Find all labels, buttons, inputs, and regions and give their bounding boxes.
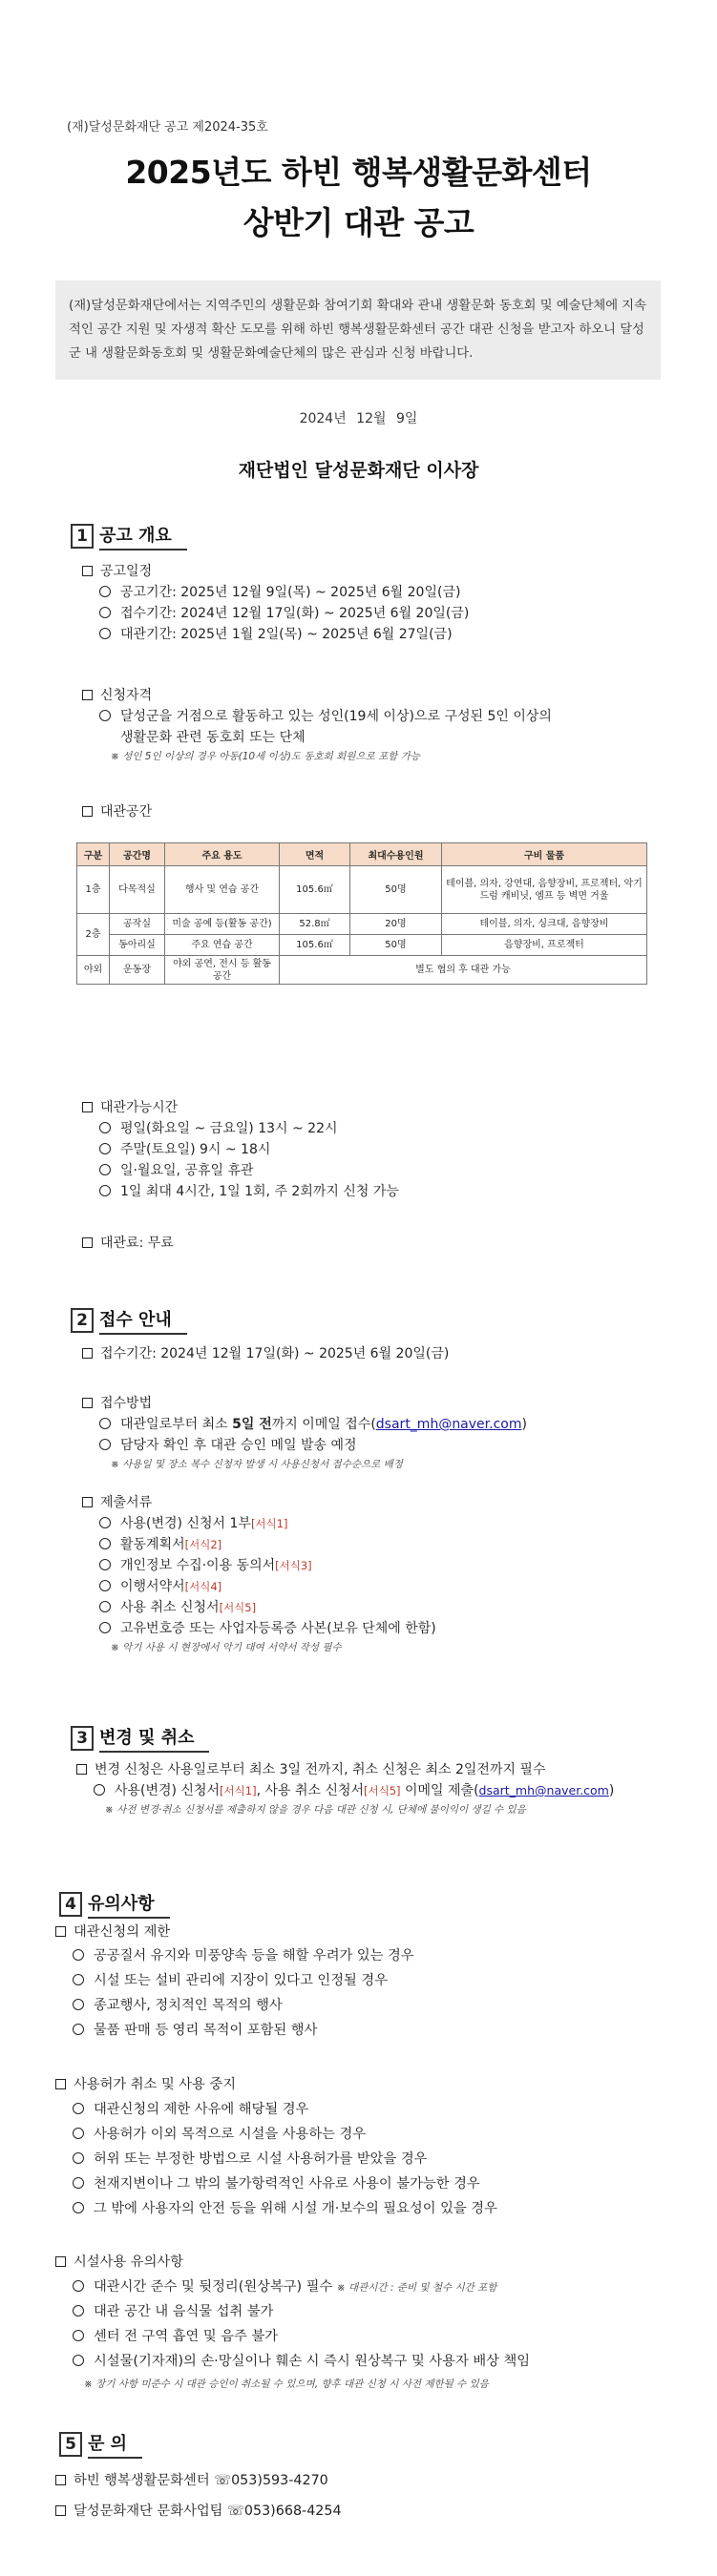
table-cell: 2층 (77, 914, 110, 956)
cancel-item: 천재지변이나 그 밖의 불가항력적인 사유로 사용이 불가능한 경우 (94, 2176, 480, 2192)
email-link[interactable]: dsart_mh@naver.com (478, 1783, 609, 1797)
section1-number: 1 (71, 524, 94, 549)
restrict-item: 시설 또는 설비 관리에 지장이 있다고 인정될 경우 (94, 1973, 389, 1988)
eligibility-block (82, 685, 552, 765)
form-ref: [서식1] (220, 1784, 257, 1797)
contact-item: 하빈 행복생활문화센터 ☏053)593-4270 (74, 2473, 328, 2488)
circle-bullet-icon (73, 2355, 84, 2366)
section1-title: 공고 개요 (99, 522, 187, 551)
available-item: 1일 최대 4시간, 1일 1회, 주 2회까지 신청 가능 (120, 1184, 399, 1199)
circle-bullet-icon (99, 607, 111, 618)
circle-bullet-icon (73, 2202, 84, 2213)
table-cell: 운동장 (110, 956, 165, 985)
table-cell: 야외 (77, 956, 110, 985)
form-ref: [서식2] (184, 1538, 222, 1551)
doc-item: 사용 취소 신청서 (120, 1600, 220, 1615)
square-bullet-icon (82, 1102, 93, 1112)
restrict-label: 대관신청의 제한 (74, 1924, 171, 1940)
use-item: 시설물(기자재)의 손·망실이나 훼손 시 즉시 원상복구 및 사용자 배상 책임 (94, 2354, 531, 2369)
circle-bullet-icon (99, 1439, 111, 1450)
circle-bullet-icon (99, 1517, 111, 1528)
venue-table (76, 842, 647, 985)
use-item: 센터 전 구역 흡연 및 음주 불가 (94, 2329, 278, 2344)
circle-bullet-icon (73, 2305, 84, 2316)
table-row (77, 935, 647, 956)
period-block (82, 1343, 449, 1364)
circle-bullet-icon (73, 2152, 84, 2164)
section4-heading (59, 1891, 346, 1918)
table-cell: 별도 협의 후 대관 가능 (280, 956, 647, 985)
table-cell: 행사 및 연습 공간 (165, 866, 280, 914)
eligibility-text-cont: 생활문화 관련 동호회 또는 단체 (120, 730, 306, 745)
square-bullet-icon (82, 806, 93, 817)
square-bullet-icon (82, 566, 93, 576)
email-link[interactable]: dsart_mh@naver.com (375, 1417, 522, 1432)
square-bullet-icon (82, 1497, 93, 1507)
circle-bullet-icon (73, 2280, 84, 2292)
circle-bullet-icon (99, 1185, 111, 1196)
table-cell: 미술 공예 등(활동 공간) (165, 914, 280, 935)
table-header-cell: 최대수용인원 (350, 843, 442, 866)
method-text-mid: 까지 이메일 접수( (271, 1417, 376, 1432)
section2-title: 접수 안내 (99, 1306, 187, 1335)
space-label-block (82, 801, 152, 822)
circle-bullet-icon (99, 1622, 111, 1633)
table-cell: 주요 연습 공간 (165, 935, 280, 956)
issuer: 재단법인 달성문화재단 이사장 (238, 460, 479, 481)
table-cell: 105.6㎡ (280, 935, 350, 956)
use-label: 시설사용 유의사항 (74, 2254, 184, 2270)
restrict-item: 물품 판매 등 영리 목적이 포함된 행사 (94, 2023, 318, 2038)
square-bullet-icon (55, 2079, 66, 2089)
method-label: 접수방법 (100, 1396, 153, 1411)
cancel-item: 대관신청의 제한 사유에 해당될 경우 (94, 2102, 309, 2117)
table-header-cell: 공간명 (110, 843, 165, 866)
table-row (77, 914, 647, 935)
use-item-note: ※ 대관시간 : 준비 및 철수 시간 포함 (336, 2282, 497, 2294)
available-item: 주말(토요일) 9시 ~ 18시 (120, 1142, 271, 1157)
doc-item: 활동계획서 (120, 1537, 185, 1552)
change-note: ※ 사전 변경·취소 신청서를 제출하지 않을 경우 다음 대관 신청 시, 단체에 불이익이 생길 수 있음 (105, 1804, 526, 1816)
section3-title: 변경 및 취소 (99, 1724, 209, 1753)
section5-number: 5 (59, 2432, 82, 2457)
circle-bullet-icon (99, 1559, 111, 1570)
change-detail-mid: , 사용 취소 신청서 (256, 1783, 365, 1798)
circle-bullet-icon (99, 1143, 111, 1154)
circle-bullet-icon (73, 2103, 84, 2114)
section3-number: 3 (71, 1726, 94, 1751)
table-cell: 50명 (350, 935, 442, 956)
space-label: 대관공간 (100, 804, 153, 820)
circle-bullet-icon (99, 586, 111, 597)
cancel-item: 사용허가 이외 목적으로 시설을 사용하는 경우 (94, 2127, 367, 2142)
restrict-block (55, 1922, 414, 2045)
cancel-label: 사용허가 취소 및 사용 중지 (74, 2077, 237, 2092)
cancel-block (55, 2074, 497, 2223)
form-ref: [서식5] (219, 1601, 257, 1614)
schedule-item: 접수기간: 2024년 12월 17일(화) ~ 2025년 6월 20일(금) (120, 606, 470, 621)
notice-number: (재)달성문화재단 공고 제2024-35호 (67, 120, 268, 135)
restrict-item: 종교행사, 정치적인 목적의 행사 (94, 1998, 283, 2013)
table-cell: 52.8㎡ (280, 914, 350, 935)
restrict-item: 공공질서 유지와 미풍양속 등을 해할 우려가 있는 경우 (94, 1948, 414, 1963)
section4-number: 4 (59, 1892, 82, 1917)
section1-heading (71, 523, 357, 550)
table-cell: 1층 (77, 866, 110, 914)
eligibility-label: 신청자격 (100, 688, 153, 703)
table-cell: 음향장비, 프로젝터 (442, 935, 647, 956)
circle-bullet-icon (99, 710, 111, 721)
schedule-item: 대관기간: 2025년 1월 2일(목) ~ 2025년 6월 27일(금) (120, 627, 453, 642)
circle-bullet-icon (99, 1601, 111, 1612)
square-bullet-icon (82, 1398, 93, 1408)
square-bullet-icon (82, 1348, 93, 1359)
form-ref: [서식3] (275, 1559, 312, 1572)
table-row (77, 956, 647, 985)
square-bullet-icon (55, 2256, 66, 2267)
available-item: 일·월요일, 공휴일 휴관 (120, 1163, 254, 1178)
table-cell: 테이블, 의자, 강연대, 음향장비, 프로젝터, 악기드럼 캐비닛, 엠프 등 벽면 거울 (442, 866, 647, 914)
use-item: 대관시간 준수 및 뒷정리(원상복구) 필수 (94, 2279, 333, 2295)
docs-block (82, 1492, 436, 1656)
form-ref: [서식1] (250, 1517, 288, 1530)
eligibility-text: 달성군을 거점으로 활동하고 있는 성인(19세 이상)으로 구성된 5인 이상의 (120, 709, 552, 724)
table-header-cell: 주요 용도 (165, 843, 280, 866)
use-item: 대관 공간 내 음식물 섭취 불가 (94, 2304, 274, 2319)
square-bullet-icon (55, 1926, 66, 1937)
circle-bullet-icon (99, 1538, 111, 1549)
schedule-label: 공고일정 (100, 564, 153, 579)
doc-item: 사용(변경) 신청서 1부 (120, 1516, 251, 1531)
available-block (82, 1097, 399, 1202)
section5-heading (59, 2431, 346, 2458)
circle-bullet-icon (73, 1974, 84, 1985)
square-bullet-icon (76, 1764, 87, 1775)
circle-bullet-icon (73, 1949, 84, 1961)
table-cell: 동아리실 (110, 935, 165, 956)
table-cell: 20명 (350, 914, 442, 935)
square-bullet-icon (55, 2505, 66, 2516)
doc-item: 고유번호증 또는 사업자등록증 사본(보유 단체에 한함) (120, 1621, 436, 1636)
method-note: ※ 사용일 및 장소 복수 신청자 발생 시 사용신청서 접수순으로 배정 (111, 1459, 403, 1470)
circle-bullet-icon (73, 2177, 84, 2189)
square-bullet-icon (82, 690, 93, 700)
method-emphasis: 5일 전 (232, 1417, 272, 1432)
circle-bullet-icon (73, 1999, 84, 2010)
intro-box: (재)달성문화재단에서는 지역주민의 생활문화 참여기회 확대와 관내 생활문화 동호회 및 예술단체에 지속적인 공간 지원 및 자생적 확산 도모를 위해 하빈 행복생활문화센터 공간 대관 신청을 받고자 하오니 달성군 내 생활문화동호회 및 생활문화예술단체의 많은 관심과 신청 바랍니다. (55, 280, 661, 380)
table-header-cell: 구비 물품 (442, 843, 647, 866)
notice-date: 2024년 12월 9일 (299, 411, 418, 426)
circle-bullet-icon (99, 1418, 111, 1429)
available-label: 대관가능시간 (100, 1100, 179, 1115)
cancel-item: 허위 또는 부정한 방법으로 시설 사용허가를 받았을 경우 (94, 2151, 428, 2167)
table-cell: 테이블, 의자, 싱크대, 음향장비 (442, 914, 647, 935)
page-title-line2: 상반기 대관 공고 (243, 204, 474, 241)
circle-bullet-icon (99, 1164, 111, 1175)
circle-bullet-icon (94, 1784, 105, 1796)
fee-text: 대관료: 무료 (100, 1236, 174, 1251)
available-item: 평일(화요일 ~ 금요일) 13시 ~ 22시 (120, 1121, 338, 1136)
table-header-cell: 구분 (77, 843, 110, 866)
section3-heading (71, 1725, 357, 1752)
circle-bullet-icon (99, 1580, 111, 1591)
method-text: 대관일로부터 최소 (120, 1417, 233, 1432)
section4-title: 유의사항 (88, 1890, 170, 1919)
method-text-end: ) (521, 1417, 527, 1432)
circle-bullet-icon (73, 2128, 84, 2139)
docs-note: ※ 악기 사용 시 현장에서 악기 대여 서약서 작성 필수 (111, 1642, 342, 1653)
table-header-row (77, 843, 647, 866)
circle-bullet-icon (99, 1122, 111, 1133)
contact-block (55, 2465, 342, 2526)
section2-number: 2 (71, 1308, 94, 1333)
doc-item: 개인정보 수집·이용 동의서 (120, 1558, 276, 1573)
circle-bullet-icon (73, 2330, 84, 2341)
eligibility-note: ※ 성인 5인 이상의 경우 아동(10세 이상)도 동호회 회원으로 포함 가능 (111, 751, 420, 762)
square-bullet-icon (82, 1237, 93, 1248)
table-cell: 공작실 (110, 914, 165, 935)
change-detail-mid2: 이메일 제출( (400, 1783, 479, 1798)
change-block (76, 1759, 614, 1818)
change-rule: 변경 신청은 사용일로부터 최소 3일 전까지, 취소 신청은 최소 2일전까지 필수 (95, 1762, 546, 1777)
method-block (82, 1393, 527, 1473)
table-cell: 다목적실 (110, 866, 165, 914)
table-cell: 105.6㎡ (280, 866, 350, 914)
use-block (55, 2252, 530, 2393)
form-ref: [서식4] (184, 1580, 222, 1593)
square-bullet-icon (55, 2475, 66, 2485)
page-title-line1: 2025년도 하빈 행복생활문화센터 (125, 154, 592, 191)
circle-bullet-icon (73, 2024, 84, 2035)
change-detail: 사용(변경) 신청서 (115, 1783, 221, 1798)
fee-block (82, 1233, 174, 1254)
docs-label: 제출서류 (100, 1495, 153, 1510)
table-cell: 50명 (350, 866, 442, 914)
schedule-item: 공고기간: 2025년 12월 9일(목) ~ 2025년 6월 20일(금) (120, 585, 461, 600)
receipt-period: 접수기간: 2024년 12월 17일(화) ~ 2025년 6월 20일(금) (100, 1346, 450, 1361)
form-ref: [서식5] (364, 1784, 401, 1797)
table-row (77, 866, 647, 914)
section5-title: 문 의 (88, 2430, 142, 2459)
use-note: ※ 장기 사항 미준수 시 대관 승인이 취소될 수 있으며, 향후 대관 신청 시 사전 제한될 수 있음 (84, 2379, 489, 2390)
table-cell: 야외 공연, 전시 등 활동 공간 (165, 956, 280, 985)
change-detail-end: ) (608, 1783, 615, 1798)
method-text: 담당자 확인 후 대관 승인 메일 발송 예정 (120, 1438, 357, 1453)
circle-bullet-icon (99, 628, 111, 639)
section2-heading (71, 1307, 357, 1334)
contact-item: 달성문화재단 문화사업팀 ☏053)668-4254 (74, 2503, 342, 2519)
schedule-block (82, 561, 469, 645)
table-header-cell: 면적 (280, 843, 350, 866)
cancel-item: 그 밖에 사용자의 안전 등을 위해 시설 개·보수의 필요성이 있을 경우 (94, 2201, 497, 2216)
doc-item: 이행서약서 (120, 1579, 185, 1594)
